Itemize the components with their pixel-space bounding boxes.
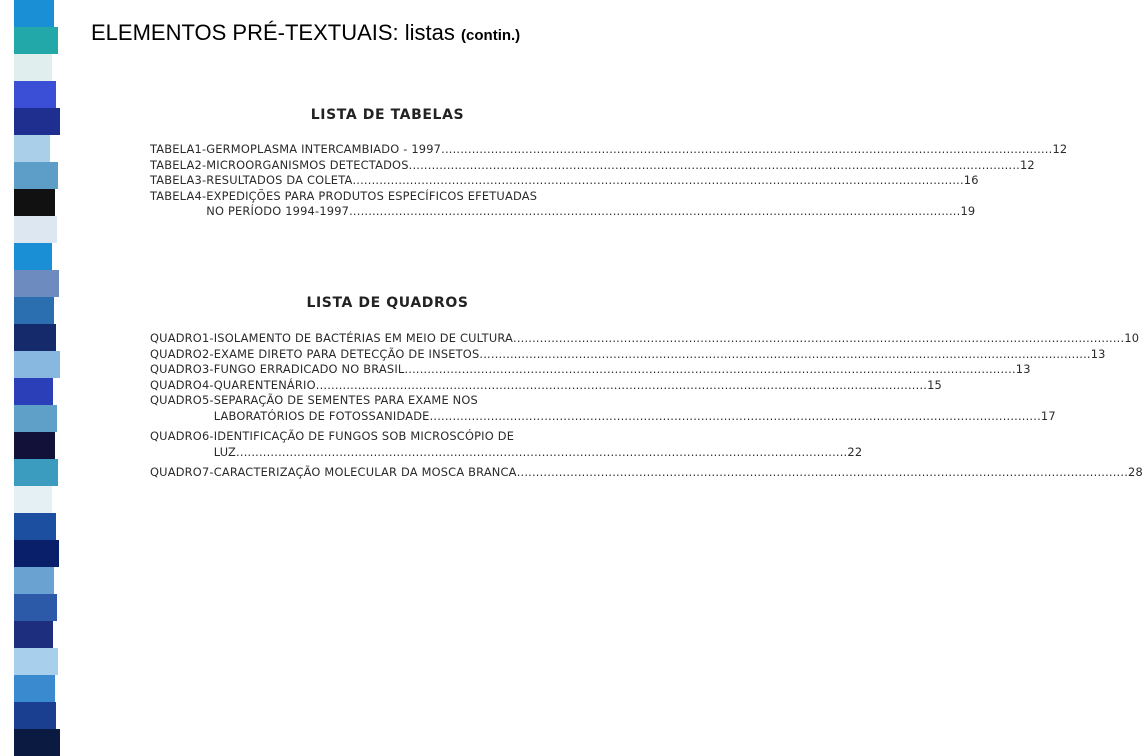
entry-dash: -	[209, 429, 214, 443]
stripe-block	[14, 621, 53, 648]
lista-de-tabelas	[150, 107, 1068, 220]
entry-body	[214, 362, 1031, 378]
stripe-block	[14, 216, 57, 243]
tabela-entry	[150, 188, 976, 220]
entry-number: 3	[194, 173, 202, 187]
stripe-block	[14, 648, 58, 675]
entry-label: TABELA	[150, 142, 195, 156]
entry-text: EXPEDIÇÕES PARA PRODUTOS ESPECÍFICOS EFETUADAS	[206, 188, 538, 203]
entry-line	[214, 378, 942, 394]
slide-title-suffix: (contin.)	[461, 27, 521, 44]
entry-page: 12	[1019, 157, 1035, 172]
entry-line	[214, 445, 863, 461]
stripe-block	[14, 324, 56, 351]
quadro-entry	[150, 393, 1056, 424]
stripe-block	[14, 378, 53, 405]
lista-tabelas-heading: LISTA DE TABELAS	[310, 107, 465, 123]
dot-leader	[441, 142, 1052, 158]
stripe-block	[14, 432, 55, 459]
entry-page: 10	[1124, 331, 1140, 345]
entry-text: SEPARAÇÃO DE SEMENTES PARA EXAME NOS	[213, 393, 478, 407]
entry-body	[206, 189, 975, 220]
entry-dash: -	[209, 362, 214, 376]
entry-text: EXAME DIRETO PARA DETECÇÃO DE INSETOS	[213, 346, 480, 361]
stripe-block	[14, 297, 54, 324]
entry-line	[214, 362, 1031, 378]
quadro-entry	[150, 362, 1031, 378]
tabela-entry	[150, 142, 1068, 158]
stripe-block	[14, 405, 57, 432]
stripe-block	[14, 243, 52, 270]
entry-text: QUARENTENÁRIO	[213, 377, 316, 392]
entry-number: 3	[201, 362, 210, 376]
quadros-list	[150, 331, 1143, 481]
entry-number: 7	[201, 465, 210, 479]
entry-body	[214, 347, 1106, 363]
entry-dash: -	[201, 142, 207, 156]
entry-label: QUADRO	[150, 377, 202, 392]
entry-text: MICROORGANISMOS DETECTADOS	[206, 157, 409, 172]
quadro-entry	[150, 346, 1106, 363]
lista-quadros-heading: LISTA DE QUADROS	[306, 295, 469, 311]
entry-text: ISOLAMENTO DE BACTÉRIAS EM MEIO DE CULTURA	[213, 331, 513, 345]
entry-number: 4	[194, 188, 202, 203]
dot-leader	[430, 409, 1041, 425]
entry-page: 13	[1090, 346, 1106, 361]
entry-line	[214, 331, 1140, 347]
stripe-block	[14, 702, 56, 729]
entry-dash: -	[209, 346, 214, 361]
stripe-block	[14, 540, 59, 567]
entry-dash: -	[209, 465, 214, 479]
entry-label: QUADRO	[150, 346, 202, 361]
stripe-block	[14, 567, 54, 594]
stripe-block	[14, 54, 52, 81]
lista-de-quadros	[150, 295, 1143, 481]
entry-page: 22	[847, 444, 863, 459]
stripe-block	[14, 162, 58, 189]
entry-number: 5	[201, 393, 210, 407]
entry-line	[206, 173, 978, 189]
entry-line	[206, 142, 1067, 158]
slide-title-text: ELEMENTOS PRÉ-TEXTUAIS: listas	[91, 20, 455, 45]
entry-label: TABELA	[150, 173, 195, 187]
entry-label: QUADRO	[150, 429, 202, 443]
entry-text: FUNGO ERRADICADO NO BRASIL	[213, 362, 405, 376]
entry-line	[214, 409, 1056, 425]
entry-dash: -	[209, 331, 214, 345]
entry-line	[214, 465, 1143, 481]
entry-line	[214, 347, 1106, 363]
stripe-block	[14, 0, 54, 27]
dot-leader	[479, 347, 1090, 363]
stripe-block	[14, 513, 56, 540]
entry-dash: -	[201, 188, 207, 203]
tabelas-list	[150, 142, 1068, 220]
dot-leader	[409, 158, 1020, 174]
entry-body	[214, 465, 1143, 481]
stripe-block	[14, 27, 58, 54]
entry-text: GERMOPLASMA INTERCAMBIADO - 1997	[206, 142, 442, 156]
entry-line	[206, 204, 975, 220]
entry-number: 2	[194, 157, 202, 172]
entry-dash: -	[201, 173, 207, 187]
stripe-block	[14, 81, 56, 108]
stripe-block	[14, 675, 55, 702]
quadro-entry	[150, 429, 863, 460]
stripe-block	[14, 135, 50, 162]
entry-page: 28	[1128, 465, 1143, 479]
decorative-color-stripe	[0, 0, 70, 540]
entry-dash: -	[209, 377, 214, 392]
entry-dash: -	[209, 393, 214, 407]
stripe-block	[14, 270, 59, 297]
entry-text-continued: LABORATÓRIOS DE FOTOSSANIDADE	[213, 408, 430, 423]
entry-text: CARACTERIZAÇÃO MOLECULAR DA MOSCA BRANCA	[213, 465, 517, 479]
entry-line	[206, 158, 1035, 174]
entry-number: 2	[201, 346, 210, 361]
entry-text-continued: LUZ	[213, 444, 237, 459]
dot-leader	[236, 445, 847, 461]
entry-text-continued: NO PERÍODO 1994-1997	[206, 204, 350, 218]
entry-body	[214, 429, 863, 460]
entry-page: 13	[1015, 362, 1031, 376]
dot-leader	[513, 331, 1124, 347]
dot-leader	[349, 204, 960, 220]
tabela-entry	[150, 157, 1035, 174]
quadro-entry	[150, 377, 942, 394]
entry-page: 16	[963, 173, 979, 187]
entry-number: 1	[194, 142, 202, 156]
entry-label: QUADRO	[150, 393, 202, 407]
entry-dash: -	[201, 157, 207, 172]
entry-number: 1	[201, 331, 210, 345]
stripe-block	[14, 486, 52, 513]
quadro-entry	[150, 465, 1143, 481]
stripe-block	[14, 108, 60, 135]
tabela-entry	[150, 173, 979, 189]
entry-number: 6	[201, 429, 210, 443]
stripe-block	[14, 729, 60, 756]
entry-page: 12	[1052, 142, 1068, 156]
entry-label: TABELA	[150, 188, 195, 203]
entry-number: 4	[201, 377, 210, 392]
dot-leader	[517, 465, 1128, 481]
slide-title	[91, 20, 520, 46]
entry-label: QUADRO	[150, 362, 202, 376]
dot-leader	[404, 362, 1015, 378]
entry-page: 15	[927, 377, 942, 392]
stripe-block	[14, 594, 57, 621]
entry-label: QUADRO	[150, 331, 202, 345]
quadro-entry	[150, 331, 1140, 347]
entry-body	[206, 158, 1035, 174]
entry-label: QUADRO	[150, 465, 202, 479]
entry-text: RESULTADOS DA COLETA	[206, 173, 353, 187]
entry-page: 17	[1040, 408, 1056, 423]
entry-body	[214, 393, 1056, 424]
dot-leader	[352, 173, 963, 189]
entry-label: TABELA	[150, 157, 195, 172]
stripe-block	[14, 189, 55, 216]
entry-body	[214, 331, 1140, 347]
entry-body	[206, 142, 1067, 158]
entry-body	[214, 378, 942, 394]
dot-leader	[316, 378, 927, 394]
stripe-block	[14, 351, 60, 378]
entry-text: IDENTIFICAÇÃO DE FUNGOS SOB MICROSCÓPIO DE	[213, 429, 515, 443]
stripe-block	[14, 459, 58, 486]
entry-page: 19	[960, 204, 976, 218]
entry-body	[206, 173, 978, 189]
